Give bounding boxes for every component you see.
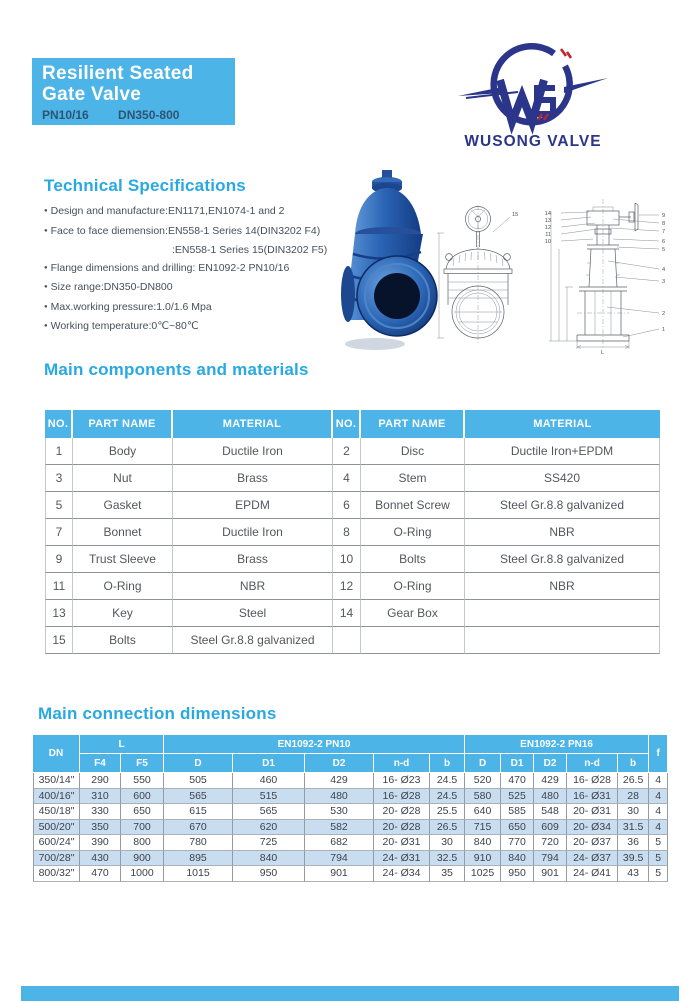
front-callout-label: 15 [512, 212, 519, 218]
dimensions-cell: 1015 [164, 866, 233, 882]
components-cell: O-Ring [361, 573, 465, 600]
spec-text: Design and manufacture:EN1171,EN1074-1 and 2 [50, 205, 285, 217]
dimensions-cell: 4 [649, 804, 668, 820]
dimensions-cell: 582 [305, 820, 374, 836]
title-box [32, 58, 235, 125]
dimensions-row [33, 851, 668, 867]
dimensions-cell: 429 [534, 773, 567, 789]
dimensions-cell: 530 [305, 804, 374, 820]
bullet-icon: ● [44, 303, 48, 310]
valve-section-drawing [523, 195, 695, 355]
spec-line [44, 318, 344, 338]
bullet-icon: ● [44, 208, 48, 214]
components-cell: 11 [45, 573, 73, 600]
components-cell: 13 [45, 600, 73, 627]
dimensions-header-row1 [33, 735, 668, 754]
dimensions-row [33, 820, 668, 836]
dimensions-cell: 4 [649, 820, 668, 836]
components-cell: SS420 [465, 465, 660, 492]
section-callout: 13 [544, 218, 551, 224]
dimensions-cell: 290 [80, 773, 121, 789]
components-cell: Steel [173, 600, 333, 627]
dimensions-heading: Main connection dimensions [38, 704, 277, 723]
brand-name: WUSONG VALVE [464, 133, 602, 150]
dimensions-cell: 1025 [465, 866, 501, 882]
components-cell: 15 [45, 627, 73, 654]
spec-line [44, 299, 344, 319]
dimensions-cell: 5 [649, 851, 668, 867]
dimensions-cell: 770 [501, 835, 534, 851]
dimensions-cell: 480 [305, 789, 374, 805]
dimensions-cell: 715 [465, 820, 501, 836]
components-row [45, 492, 660, 519]
components-cell: 2 [333, 438, 361, 465]
dimensions-cell: 30 [618, 804, 649, 820]
components-cell: 8 [333, 519, 361, 546]
components-cell: Disc [361, 438, 465, 465]
dimensions-cell: 720 [534, 835, 567, 851]
components-heading: Main components and materials [44, 360, 309, 379]
spec-line [44, 223, 344, 243]
dimensions-cell: 36 [618, 835, 649, 851]
dimensions-cell: 670 [164, 820, 233, 836]
dimensions-column-header: n-d [567, 754, 618, 773]
dimensions-cell: 20- Ø28 [374, 820, 430, 836]
dimensions-cell: 520 [465, 773, 501, 789]
dimensions-row [33, 773, 668, 789]
valve-front-drawing [436, 205, 521, 347]
dimensions-cell: 725 [233, 835, 305, 851]
col-group-l: L [80, 735, 164, 754]
page-title-line1: Resilient Seated [42, 63, 194, 84]
dimensions-cell: 609 [534, 820, 567, 836]
components-column-header: NO. [333, 410, 361, 438]
tech-specs-heading: Technical Specifications [44, 176, 246, 195]
tech-specs-list [44, 203, 344, 338]
spec-text: Face to face diemension:EN558-1 Series 14(DIN3202 F4) [50, 224, 321, 237]
components-header-row [45, 410, 660, 438]
components-row [45, 438, 660, 465]
dimensions-cell: 429 [305, 773, 374, 789]
components-cell: 10 [333, 546, 361, 573]
dimensions-cell: 470 [501, 773, 534, 789]
dimensions-cell: 565 [233, 804, 305, 820]
components-cell: Ductile Iron [173, 438, 333, 465]
dimensions-cell: 31.5 [618, 820, 649, 836]
components-cell: Nut [73, 465, 173, 492]
spec-text: Size range:DN350-DN800 [50, 281, 173, 293]
section-callout: 9 [662, 213, 666, 219]
valve-photo [335, 168, 439, 354]
dimensions-cell: 24- Ø41 [567, 866, 618, 882]
dimensions-cell: 20- Ø34 [567, 820, 618, 836]
dimensions-cell: 24- Ø31 [374, 851, 430, 867]
dimensions-column-header: n-d [374, 754, 430, 773]
section-callout: 6 [662, 239, 666, 245]
components-cell: Stem [361, 465, 465, 492]
components-cell: O-Ring [361, 519, 465, 546]
components-cell: 7 [45, 519, 73, 546]
dimensions-cell: 840 [465, 835, 501, 851]
dimensions-cell: 330 [80, 804, 121, 820]
components-cell: Ductile Iron+EPDM [465, 438, 660, 465]
title-subline [42, 108, 235, 122]
dimensions-row [33, 835, 668, 851]
dimensions-column-header: F5 [121, 754, 164, 773]
dimensions-cell: 700/28" [33, 851, 80, 867]
dimensions-cell: 4 [649, 773, 668, 789]
bullet-icon: ● [44, 264, 48, 271]
dimensions-cell: 505 [164, 773, 233, 789]
dimensions-cell: 800 [121, 835, 164, 851]
spec-line [44, 260, 344, 280]
section-callout: 11 [545, 232, 551, 238]
size-range: DN350-800 [118, 108, 180, 122]
dimensions-cell: 794 [305, 851, 374, 867]
spec-text: Max.working pressure:1.0/1.6 Mpa [50, 300, 212, 313]
components-cell [333, 627, 361, 654]
dimensions-cell: 480 [534, 789, 567, 805]
bullet-icon: ● [44, 323, 48, 329]
components-cell [465, 600, 660, 627]
dimensions-cell: 800/32" [33, 866, 80, 882]
section-callout: 3 [662, 279, 666, 285]
components-cell: 1 [45, 438, 73, 465]
pressure-rating: PN10/16 [42, 108, 89, 122]
spec-line [44, 279, 344, 299]
dimensions-cell: 620 [233, 820, 305, 836]
components-cell: Ductile Iron [173, 519, 333, 546]
components-cell: O-Ring [73, 573, 173, 600]
section-callout: 7 [662, 229, 666, 235]
components-row [45, 465, 660, 492]
components-column-header: PART NAME [73, 410, 173, 438]
dimensions-cell: 350/14" [33, 773, 80, 789]
dimensions-cell: 460 [233, 773, 305, 789]
dimensions-cell: 794 [534, 851, 567, 867]
dimensions-cell: 390 [80, 835, 121, 851]
dimensions-cell: 24.5 [430, 773, 465, 789]
dimensions-row [33, 804, 668, 820]
dimensions-cell: 350 [80, 820, 121, 836]
components-cell: NBR [465, 519, 660, 546]
components-column-header: MATERIAL [173, 410, 333, 438]
components-cell: Steel Gr.8.8 galvanized [173, 627, 333, 654]
dimensions-row [33, 866, 668, 882]
components-row [45, 573, 660, 600]
dimensions-cell: 840 [501, 851, 534, 867]
dimensions-cell: 450/18" [33, 804, 80, 820]
components-cell: Brass [173, 546, 333, 573]
components-column-header: MATERIAL [465, 410, 660, 438]
dimensions-column-header: D2 [305, 754, 374, 773]
dimensions-cell: 525 [501, 789, 534, 805]
components-cell: Gasket [73, 492, 173, 519]
components-cell: 12 [333, 573, 361, 600]
components-column-header: NO. [45, 410, 73, 438]
dimensions-cell: 16- Ø28 [567, 773, 618, 789]
dimensions-cell: 901 [534, 866, 567, 882]
spec-text: :EN558-1 Series 15(DIN3202 F5) [172, 244, 328, 256]
dimensions-cell: 16- Ø23 [374, 773, 430, 789]
components-cell: 4 [333, 465, 361, 492]
dimensions-cell: 310 [80, 789, 121, 805]
components-cell: NBR [173, 573, 333, 600]
dimensions-cell: 20- Ø31 [374, 835, 430, 851]
dimensions-cell: 901 [305, 866, 374, 882]
valve-drawings [330, 165, 700, 357]
dimensions-cell: 900 [121, 851, 164, 867]
dimensions-cell: 5 [649, 866, 668, 882]
dimensions-cell: 35 [430, 866, 465, 882]
dimensions-cell: 20- Ø28 [374, 804, 430, 820]
dimensions-header-row2 [33, 754, 668, 773]
components-cell: Trust Sleeve [73, 546, 173, 573]
dimensions-cell: 470 [80, 866, 121, 882]
dimensions-cell: 950 [501, 866, 534, 882]
dimensions-cell: 1000 [121, 866, 164, 882]
dimensions-cell: 565 [164, 789, 233, 805]
components-cell: Bonnet Screw [361, 492, 465, 519]
dimensions-cell: 5 [649, 835, 668, 851]
dimensions-cell: 43 [618, 866, 649, 882]
components-cell: NBR [465, 573, 660, 600]
dimensions-column-header: D1 [501, 754, 534, 773]
dimensions-cell: 840 [233, 851, 305, 867]
dimensions-row [33, 789, 668, 805]
components-cell: Gear Box [361, 600, 465, 627]
section-callout: 10 [544, 239, 551, 245]
dimensions-cell: 26.5 [618, 773, 649, 789]
components-cell: EPDM [173, 492, 333, 519]
dimensions-cell: 28 [618, 789, 649, 805]
components-cell: Body [73, 438, 173, 465]
dimensions-cell: 30 [430, 835, 465, 851]
footer-bar [21, 986, 679, 1001]
dimensions-column-header: D2 [534, 754, 567, 773]
components-row [45, 627, 660, 654]
components-cell: Key [73, 600, 173, 627]
dimensions-cell: 500/20" [33, 820, 80, 836]
dimensions-cell: 548 [534, 804, 567, 820]
dimensions-cell: 615 [164, 804, 233, 820]
components-column-header: PART NAME [361, 410, 465, 438]
components-cell: 9 [45, 546, 73, 573]
col-f: f [649, 735, 668, 773]
components-cell: 6 [333, 492, 361, 519]
dimensions-cell: 26.5 [430, 820, 465, 836]
dimensions-cell: 600 [121, 789, 164, 805]
section-callout: 8 [662, 221, 666, 227]
dimensions-cell: 39.5 [618, 851, 649, 867]
dimensions-cell: 650 [501, 820, 534, 836]
components-cell [465, 627, 660, 654]
dimensions-cell: 20- Ø37 [567, 835, 618, 851]
section-callout: 1 [662, 327, 666, 333]
spec-line [44, 203, 344, 223]
section-callout: 14 [544, 211, 551, 217]
dimensions-cell: 25.5 [430, 804, 465, 820]
dimensions-cell: 32.5 [430, 851, 465, 867]
spec-text: Flange dimensions and drilling: EN1092-2 PN10/16 [50, 261, 290, 274]
dimensions-cell: 24- Ø34 [374, 866, 430, 882]
dimensions-cell: 20- Ø31 [567, 804, 618, 820]
section-callout: 4 [662, 267, 666, 273]
components-cell: Steel Gr.8.8 galvanized [465, 546, 660, 573]
dimensions-cell: 780 [164, 835, 233, 851]
col-group-pn16: EN1092-2 PN16 [465, 735, 649, 754]
dimensions-cell: 400/16" [33, 789, 80, 805]
dimensions-cell: 895 [164, 851, 233, 867]
section-dim-label: L [601, 350, 605, 355]
spec-line [44, 242, 344, 260]
components-cell: Brass [173, 465, 333, 492]
section-callout: 12 [544, 225, 551, 231]
col-dn: DN [33, 735, 80, 773]
dimensions-column-header: D1 [233, 754, 305, 773]
components-cell: Bolts [73, 627, 173, 654]
components-row [45, 519, 660, 546]
dimensions-cell: 24- Ø37 [567, 851, 618, 867]
col-group-pn10: EN1092-2 PN10 [164, 735, 465, 754]
components-cell: Steel Gr.8.8 galvanized [465, 492, 660, 519]
dimensions-table [33, 735, 668, 882]
section-callout: 2 [662, 311, 666, 317]
bullet-icon: ● [44, 284, 48, 290]
components-cell: 3 [45, 465, 73, 492]
dimensions-column-header: F4 [80, 754, 121, 773]
spec-text: Working temperature:0℃~80℃ [50, 320, 199, 332]
components-table [45, 410, 660, 654]
dimensions-cell: 550 [121, 773, 164, 789]
dimensions-cell: 430 [80, 851, 121, 867]
dimensions-cell: 650 [121, 804, 164, 820]
dimensions-cell: 640 [465, 804, 501, 820]
dimensions-cell: 600/24" [33, 835, 80, 851]
components-cell: 5 [45, 492, 73, 519]
dimensions-cell: 585 [501, 804, 534, 820]
dimensions-cell: 580 [465, 789, 501, 805]
bullet-icon: ● [44, 227, 48, 234]
components-cell: Bolts [361, 546, 465, 573]
dimensions-cell: 16- Ø31 [567, 789, 618, 805]
dimensions-cell: 16- Ø28 [374, 789, 430, 805]
dimensions-cell: 515 [233, 789, 305, 805]
dimensions-column-header: b [618, 754, 649, 773]
components-row [45, 600, 660, 627]
components-cell [361, 627, 465, 654]
dimensions-cell: 910 [465, 851, 501, 867]
dimensions-cell: 950 [233, 866, 305, 882]
dimensions-cell: 4 [649, 789, 668, 805]
components-cell: 14 [333, 600, 361, 627]
company-logo [458, 40, 608, 152]
components-row [45, 546, 660, 573]
dimensions-cell: 24.5 [430, 789, 465, 805]
dimensions-column-header: D [465, 754, 501, 773]
dimensions-cell: 682 [305, 835, 374, 851]
dimensions-cell: 700 [121, 820, 164, 836]
section-callout: 5 [662, 247, 666, 253]
dimensions-column-header: b [430, 754, 465, 773]
page-title-line2: Gate Valve [42, 84, 142, 105]
dimensions-column-header: D [164, 754, 233, 773]
components-cell: Bonnet [73, 519, 173, 546]
